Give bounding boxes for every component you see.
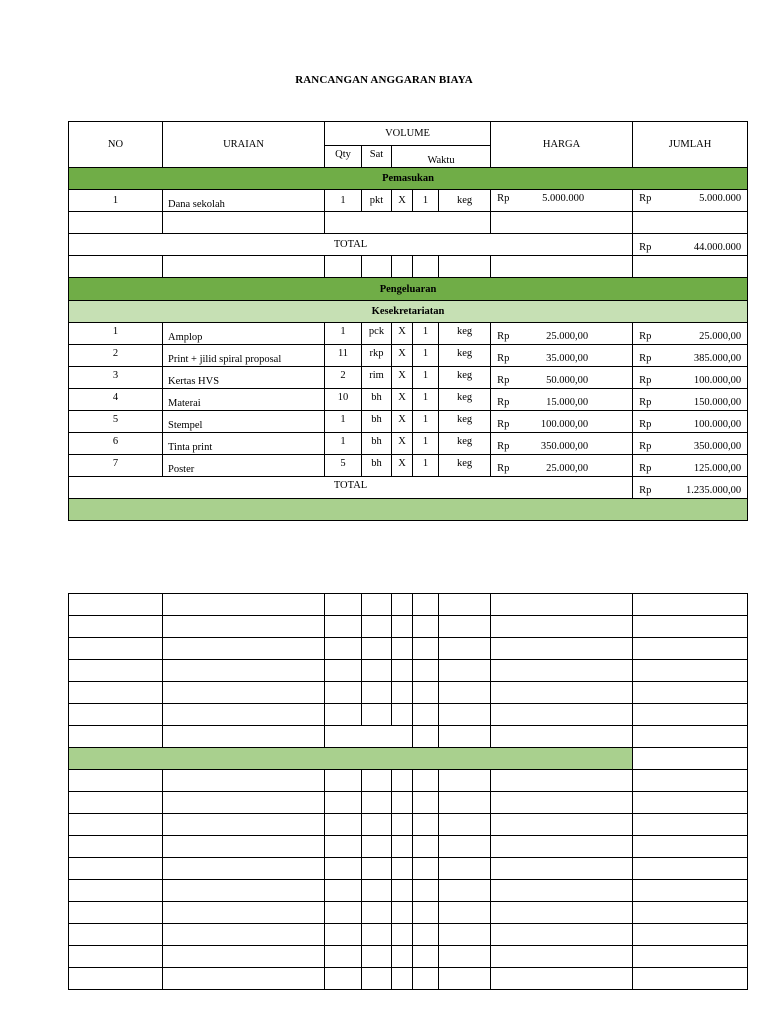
table-row <box>69 814 748 836</box>
table-row <box>69 858 748 880</box>
section-divider <box>69 499 748 521</box>
table-row <box>69 968 748 990</box>
table-row <box>69 616 748 638</box>
subsection-kesekretariatan: Kesekretariatan <box>69 301 748 323</box>
jumlah-cell: Rp 125.000,00 <box>633 455 748 477</box>
table-row: 1 Dana sekolah 1 pkt X 1 keg Rp 5.000.000 Rp 5.000.000 <box>69 190 748 212</box>
jumlah-cell: Rp 150.000,00 <box>633 389 748 411</box>
jumlah-cell: Rp 385.000,00 <box>633 345 748 367</box>
table-row <box>69 770 748 792</box>
table-row <box>69 902 748 924</box>
section-pemasukan: Pemasukan <box>69 168 748 190</box>
header-harga: HARGA <box>491 122 633 168</box>
table-row: 4 Materai 10 bh X 1 keg Rp 15.000,00 Rp 150.000,00 <box>69 389 748 411</box>
header-qty: Qty <box>325 146 362 168</box>
table-row <box>69 836 748 858</box>
table-row <box>69 924 748 946</box>
total-row <box>69 234 748 256</box>
table-row <box>69 726 748 748</box>
total-value: Rp 44.000.000 <box>633 234 748 256</box>
jumlah-cell: Rp 5.000.000 <box>633 190 748 212</box>
table-row <box>69 660 748 682</box>
harga-cell: Rp 25.000,00 <box>491 323 633 345</box>
total-label: TOTAL <box>69 234 633 256</box>
table-row: 7 Poster 5 bh X 1 keg Rp 25.000,00 Rp 125.000,00 <box>69 455 748 477</box>
header-no: NO <box>69 122 163 168</box>
document-title: RANCANGAN ANGGARAN BIAYA <box>295 74 473 86</box>
table-row <box>69 946 748 968</box>
harga-cell: Rp 35.000,00 <box>491 345 633 367</box>
table-row <box>69 638 748 660</box>
table-row <box>69 212 748 234</box>
table-row <box>69 792 748 814</box>
jumlah-cell: Rp 100.000,00 <box>633 411 748 433</box>
table-row: 2 Print + jilid spiral proposal 11 rkp X 1 keg Rp 35.000,00 Rp 385.000,00 <box>69 345 748 367</box>
jumlah-cell: Rp 25.000,00 <box>633 323 748 345</box>
header-uraian: URAIAN <box>163 122 325 168</box>
jumlah-cell: Rp 350.000,00 <box>633 433 748 455</box>
budget-table <box>68 121 748 521</box>
table-row <box>69 682 748 704</box>
total-label: TOTAL <box>69 477 633 499</box>
table-row: 6 Tinta print 1 bh X 1 keg Rp 350.000,00 Rp 350.000,00 <box>69 433 748 455</box>
header-volume: VOLUME <box>325 122 491 146</box>
table-row: 1 Amplop 1 pck X 1 keg Rp 25.000,00 Rp 25.000,00 <box>69 323 748 345</box>
harga-cell: Rp 15.000,00 <box>491 389 633 411</box>
harga-cell: Rp 25.000,00 <box>491 455 633 477</box>
section-pengeluaran: Pengeluaran <box>69 278 748 301</box>
total-value: Rp 1.235.000,00 <box>633 477 748 499</box>
table-row <box>69 880 748 902</box>
header-sat: Sat <box>362 146 392 168</box>
table-row <box>69 256 748 278</box>
empty-budget-table <box>68 593 748 990</box>
header-waktu: Waktu <box>392 146 491 168</box>
harga-cell: Rp 350.000,00 <box>491 433 633 455</box>
harga-cell: Rp 5.000.000 <box>491 190 633 212</box>
table-row: 3 Kertas HVS 2 rim X 1 keg Rp 50.000,00 Rp 100.000,00 <box>69 367 748 389</box>
header-jumlah: JUMLAH <box>633 122 748 168</box>
section-divider <box>69 748 633 770</box>
jumlah-cell: Rp 100.000,00 <box>633 367 748 389</box>
harga-cell: Rp 100.000,00 <box>491 411 633 433</box>
table-row <box>69 704 748 726</box>
harga-cell: Rp 50.000,00 <box>491 367 633 389</box>
total-row <box>69 477 748 499</box>
table-row: 5 Stempel 1 bh X 1 keg Rp 100.000,00 Rp 100.000,00 <box>69 411 748 433</box>
table-row <box>69 594 748 616</box>
